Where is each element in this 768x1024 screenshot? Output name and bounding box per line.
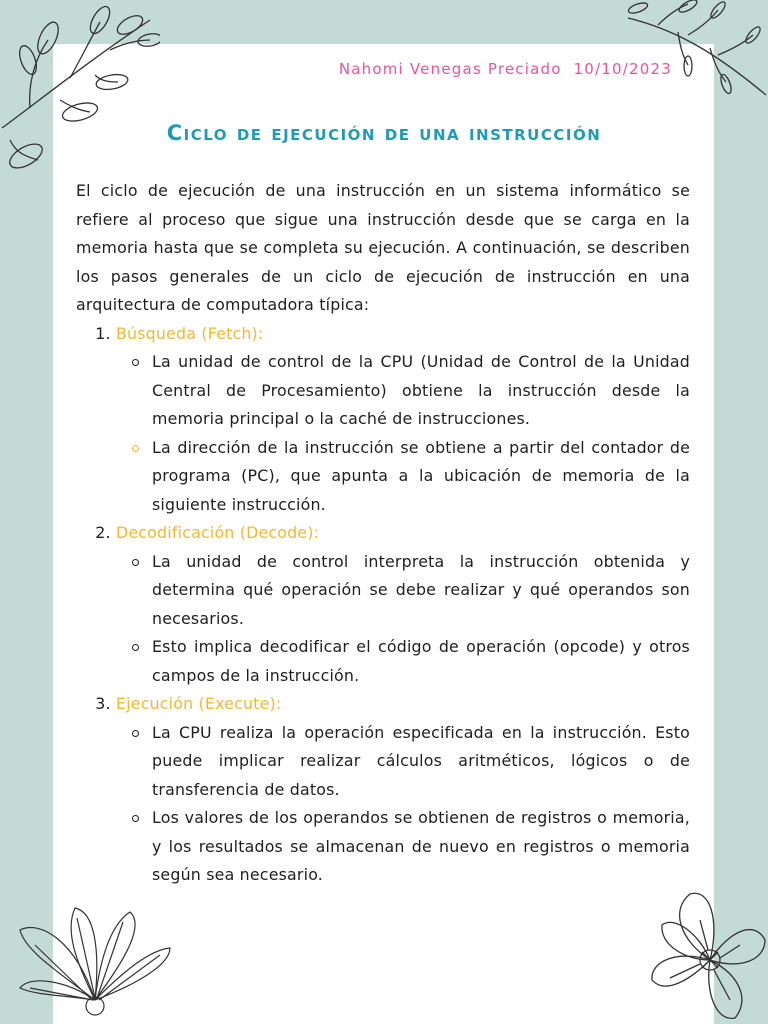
document-body: [76, 177, 690, 890]
page-title: Ciclo de ejecución de una instrucción: [166, 121, 602, 145]
step-title: Búsqueda (Fetch):: [116, 323, 264, 343]
step-item-fetch: [116, 320, 690, 520]
step-point: La dirección de la instrucción se obtiene a partir del contador de programa (PC), que apunta a la ubicación de memoria de la siguiente instrucción.: [152, 434, 690, 520]
intro-paragraph: El ciclo de ejecución de una instrucción en un sistema informático se refiere al proceso que sigue una instrucción desde que se carga en la memoria hasta que se completa su ejecución. A continuación, se describen los pasos generales de un ciclo de ejecución de instrucción en una arquitectura de computadora típica:: [76, 181, 690, 314]
step-point: Los valores de los operandos se obtienen de registros o memoria, y los resultados se almacenan de nuevo en registros o memoria según sea necesario.: [152, 804, 690, 890]
step-title: Ejecución (Execute):: [116, 694, 282, 713]
author-date-line: Nahomi Venegas Preciado 10/10/2023: [338, 60, 672, 78]
step-points-list: [116, 548, 690, 691]
step-point: La unidad de control interpreta la instrucción obtenida y determina qué operación se debe realizar y qué operandos son necesarios.: [152, 548, 690, 634]
step-points-list: [116, 719, 690, 890]
step-points-list: [116, 348, 690, 519]
flower-bottom-right-illustration: [640, 880, 768, 1024]
step-point: Esto implica decodificar el código de operación (opcode) y otros campos de la instrucción.: [152, 633, 690, 690]
step-title: Decodificación (Decode):: [116, 523, 320, 542]
leaf-branch-top-left-illustration: [0, 0, 160, 175]
step-point: La CPU realiza la operación especificada en la instrucción. Esto puede implicar realizar cálculos aritméticos, lógicos o de transferencia de datos.: [152, 719, 690, 805]
leaf-branch-top-right-illustration: [618, 0, 768, 110]
daisy-flower-bottom-left-illustration: [15, 900, 175, 1024]
step-item-execute: [116, 690, 690, 890]
step-point: La unidad de control de la CPU (Unidad de Control de la Unidad Central de Procesamiento) obtiene la instrucción desde la memoria principal o la caché de instrucciones.: [152, 348, 690, 434]
step-item-decode: [116, 519, 690, 690]
steps-list: [76, 320, 690, 890]
